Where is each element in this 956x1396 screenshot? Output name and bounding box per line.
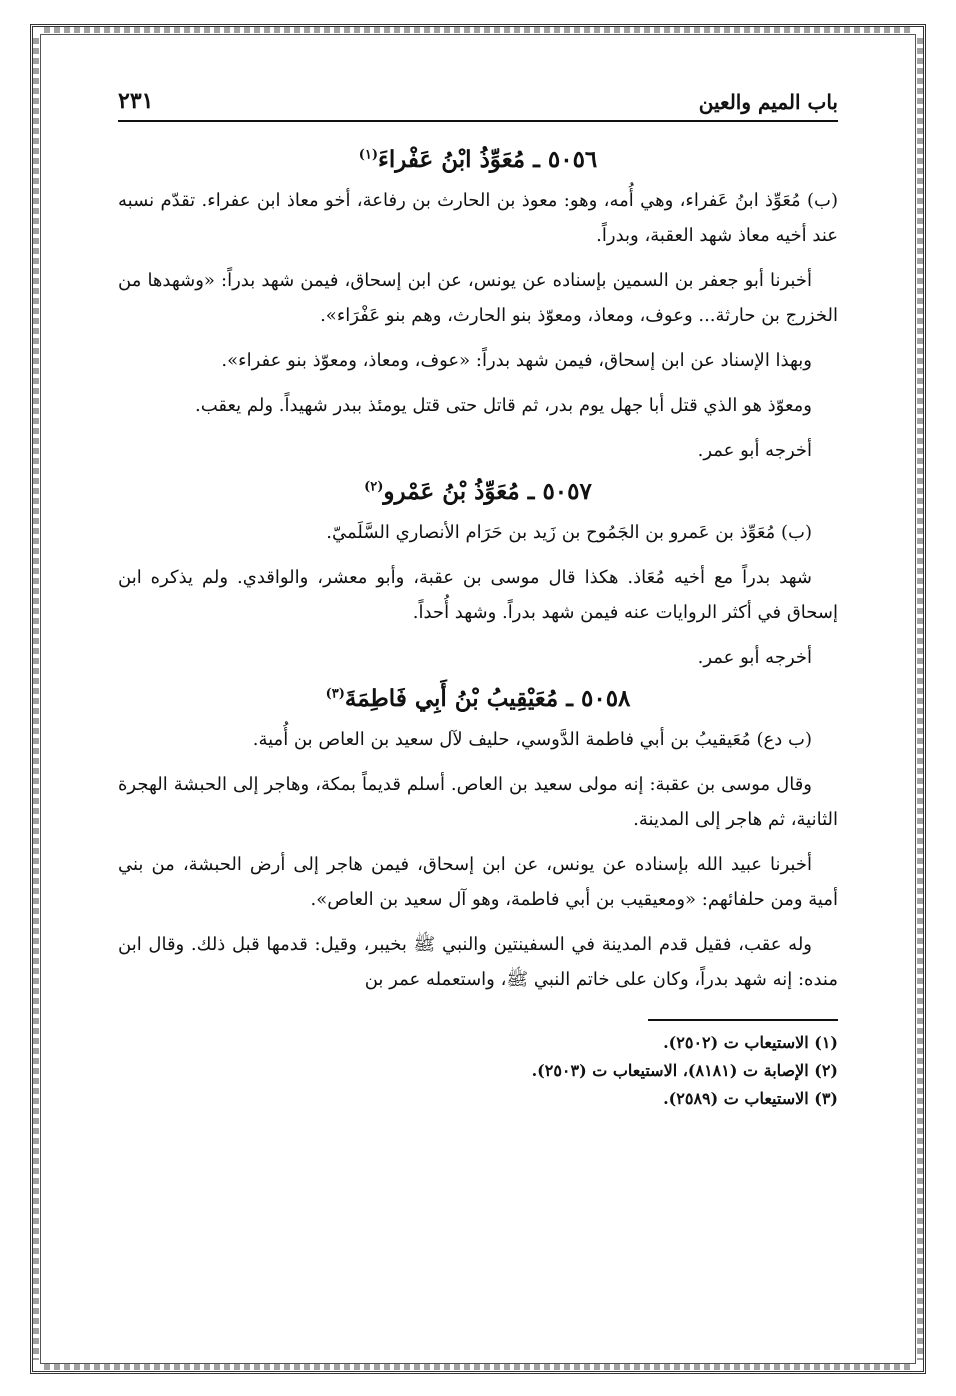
footnotes — [118, 1029, 838, 1113]
entry-paragraph: (ب دع) مُعَيقيبُ بن أبي فاطمة الدَّوسي، حليف لآل سعيد بن العاص بن أُمية. — [252, 729, 812, 750]
ornament-border-bottom — [44, 1364, 912, 1370]
entry-title — [118, 146, 838, 173]
entry-title — [118, 478, 838, 505]
footnote: (١) الاستيعاب ت (٢٥٠٢). — [663, 1033, 838, 1052]
footnote-ref: (٢) — [364, 479, 384, 495]
entry-paragraph: أخبرنا عبيد الله بإسناده عن يونس، عن ابن إسحاق، فيمن هاجر إلى أرض الحبشة، من بني أمية ومن حلفائهم: «ومعيقيب بن أبي فاطمة، وهو آل سعيد بن العاص». — [118, 854, 838, 910]
entry-title-text: ٥٠٥٧ ـ مُعَوِّذُ بْنُ عَمْرو — [383, 478, 592, 505]
entry-5056 — [118, 146, 838, 468]
entry-paragraph: (ب) مُعَوِّذ بن عَمرو بن الجَمُوح بن زَيد بن حَرَام الأنصاري السَّلَميّ. — [326, 522, 812, 543]
entry-paragraph: ومعوّذ هو الذي قتل أبا جهل يوم بدر، ثم قاتل حتى قتل يومئذ ببدر شهيداً. ولم يعقب. — [194, 395, 812, 416]
entry-paragraph: (ب) مُعَوِّذ ابنُ عَفراء، وهي أُمه، وهو: معوذ بن الحارث بن رفاعة، أخو معاذ ابن عفراء. تقدّم نسبه عند أخيه معاذ شهد العقبة، وبدراً. — [118, 190, 838, 246]
page-number: ٢٣١ — [118, 88, 154, 114]
entry-paragraph: وقال موسى بن عقبة: إنه مولى سعيد بن العاص. أسلم قديماً بمكة، وهاجر إلى الحبشة الهجرة الثانية، ثم هاجر إلى المدينة. — [118, 774, 838, 830]
footnote-ref: (١) — [358, 147, 378, 163]
running-head — [118, 88, 838, 122]
footnote: (٢) الإصابة ت (٨١٨١)، الاستيعاب ت (٢٥٠٣). — [531, 1061, 838, 1080]
entry-5057 — [118, 478, 838, 675]
entry-paragraph: وله عقب، فقيل قدم المدينة في السفينتين والنبي ﷺ بخيبر، وقيل: قدمها قبل ذلك. وقال ابن منده: إنه شهد بدراً، وكان على خاتم النبي ﷺ، واستعمله عمر بن — [118, 934, 838, 990]
entry-title-text: ٥٠٥٦ ـ مُعَوِّذُ ابْنُ عَفْراءَ — [378, 146, 598, 173]
entry-5058 — [118, 685, 838, 997]
ornament-border-right — [917, 38, 923, 1360]
page-content — [118, 88, 838, 1113]
entry-paragraph: أخرجه أبو عمر. — [697, 647, 812, 668]
ornament-border-left — [33, 38, 39, 1360]
chapter-title: باب الميم والعين — [698, 90, 838, 114]
ornament-border-top — [44, 27, 912, 33]
entry-title-text: ٥٠٥٨ ـ مُعَيْقِيبُ بْنُ أَبِي فَاطِمَةَ — [344, 685, 631, 712]
footnote: (٣) الاستيعاب ت (٢٥٨٩). — [663, 1089, 838, 1108]
entry-paragraph: أخبرنا أبو جعفر بن السمين بإسناده عن يونس، عن ابن إسحاق، فيمن شهد بدراً: «وشهدها من الخزرج بن حارثة... وعوف، ومعاذ، ومعوّذ بنو الحارث، وهم بنو عَفْرَاء». — [118, 270, 838, 326]
entry-title — [118, 685, 838, 712]
footnote-divider — [648, 1019, 838, 1021]
footnote-ref: (٣) — [325, 686, 345, 702]
entry-paragraph: شهد بدراً مع أخيه مُعَاذ. هكذا قال موسى بن عقبة، وأبو معشر، والواقدي. ولم يذكره ابن إسحاق في أكثر الروايات عنه فيمن شهد بدراً. وشهد أُحداً. — [118, 567, 838, 623]
entry-paragraph: أخرجه أبو عمر. — [697, 440, 812, 461]
entry-paragraph: وبهذا الإسناد عن ابن إسحاق، فيمن شهد بدراً: «عوف، ومعاذ، ومعوّذ بنو عفراء». — [221, 350, 812, 371]
